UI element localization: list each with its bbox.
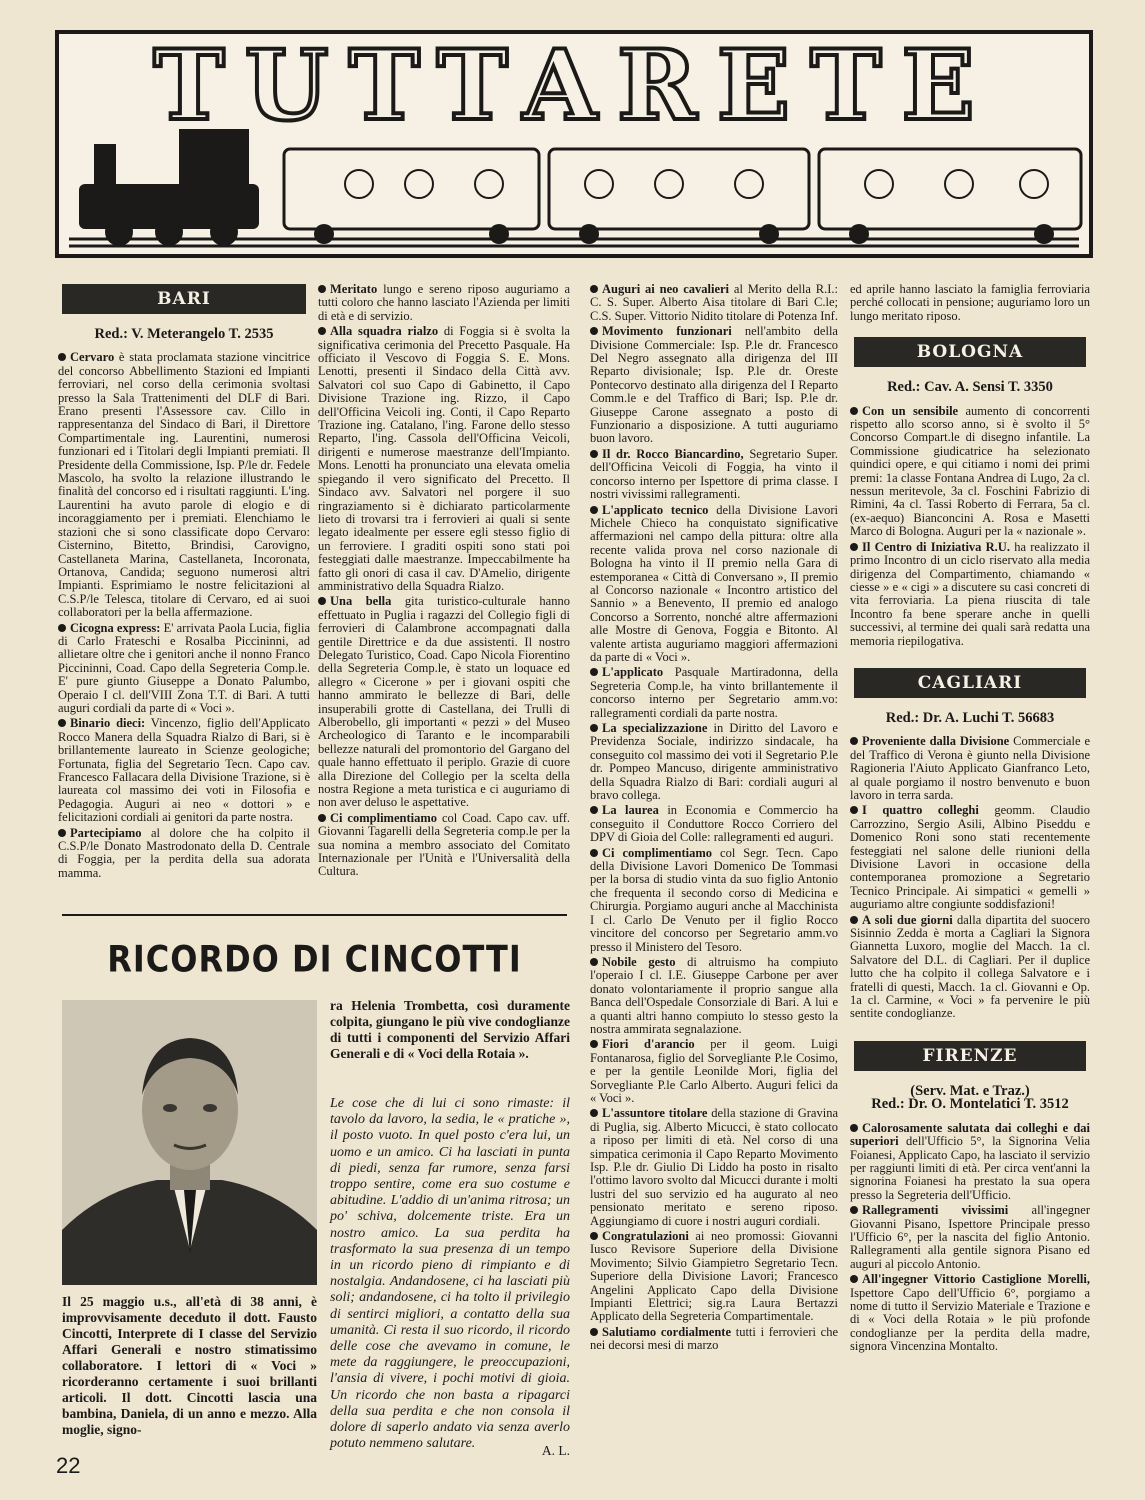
section-divider	[62, 914, 567, 916]
article: Salutiamo cordialmente tutti i ferrovieri che nei decorsi mesi di marzo	[590, 1324, 838, 1353]
article: Cicogna express: E' arrivata Paola Lucia, figlia di Carlo Frateschi e Rosalba Piccininni, ad allietare oltre che i genitori anche il nonno Franco Piccininni, Coad. Capo della Segreteria Comp.le. E' pure giunto Giuseppe a Donato Palumbo, Operaio I cl. dell'VIII Zona T.T. di Bari. A tutti auguri cordiali da parte di « Voci ».	[58, 620, 310, 715]
bullet-icon	[850, 1275, 858, 1283]
article: Auguri ai neo cavalieri al Merito della R.I.: C. S. Super. Alberto Aisa titolare di Bari C.le; C.S. Super. Vittorio Nidito titolare di Potenza Inf.	[590, 283, 838, 323]
section-heading-bologna: BOLOGNA	[854, 337, 1086, 367]
article: Il Centro di Iniziativa R.U. ha realizzato il primo Incontro di un ciclo riservato alla media dirigenza del Compartimento, chiamando « ciesse » e « cigi » a discutere su casi concreti di vita ferroviaria. La piena riuscita di tale Incontro fa bene sperare anche in quelli successivi, al termine dei quali sarà redatta una memoria riepilogativa.	[850, 539, 1090, 648]
section-heading-cagliari: CAGLIARI	[854, 668, 1086, 698]
column-1	[58, 284, 310, 896]
bullet-icon	[58, 719, 66, 727]
portrait-icon	[62, 1000, 317, 1285]
page-number: 22	[56, 1453, 81, 1478]
bullet-icon	[590, 1328, 598, 1336]
redazione-cagliari: Red.: Dr. A. Luchi T. 56683	[885, 709, 1055, 726]
article: I quattro colleghi geomm. Claudio Carrozzino, Sergio Asili, Albino Piseddu e Domenico Roni sono stati recentemente festeggiati nel salone delle riunioni della Divisione Lavori in occasione della contemporanea promozione a Segretario Tecnico Principale. Ai simpatici « gemelli » auguriamo altre congiunte soddisfazioni!	[850, 803, 1090, 912]
column-3	[590, 283, 838, 1453]
article: Rallegramenti vivissimi all'ingegner Giovanni Pisano, Ispettore Principale presso l'Ufficio 6°, per la nascita del figlio Antonio. Rallegramenti alla gentile signora Pisano ed auguri al piccolo Antonio.	[850, 1203, 1090, 1271]
portrait-photo	[62, 1000, 317, 1285]
bullet-icon	[590, 668, 598, 676]
article: Movimento funzionari nell'ambito della Divisione Commerciale: Isp. P.le dr. Francesco Del Negro assegnato alla dirigenza del III Reparto divisionale; Isp. P.le dr. Oreste Pontecorvo destinato alla dirigenza del I Reparto Comm.le e del Traffico di Bari; Isp. P.le dr. Giuseppe Carone assegnato a posto di Funzionario a disposizione. A tutti auguriamo buon lavoro.	[590, 324, 838, 446]
bullet-icon	[318, 597, 326, 605]
ricordo-condolences: ra Helenia Trombetta, così duramente colpita, giungano le più vive condoglianze di tutti i componenti del Servizio Affari Generali e di « Voci della Rotaia ».	[330, 998, 570, 1061]
bullet-icon	[590, 1232, 598, 1240]
bullet-icon	[318, 285, 326, 293]
bullet-icon	[58, 829, 66, 837]
firenze-subheading: (Serv. Mat. e Traz.)	[910, 1082, 1030, 1099]
bullet-icon	[590, 450, 598, 458]
bullet-icon	[58, 624, 66, 632]
bullet-icon	[318, 327, 326, 335]
ricordo-title: RICORDO DI CINCOTTI	[107, 937, 522, 981]
masthead-title: TUTTARETE	[153, 30, 995, 142]
bullet-icon	[590, 724, 598, 732]
article: Alla squadra rialzo di Foggia si è svolta la significativa cerimonia del Precetto Pasquale. Ha officiato il Vescovo di Foggia S. E. Mons. Lenotti, presenti il Sindaco della Città avv. Salvatori col suo Capo di Gabinetto, il Capo Divisione Trazione ing. Rizzo, il Capo dell'Officina Veicoli ing. Conti, il Capo Reparto Trazione ing. Catalano, l'ing. Farone dello stesso Reparto, l'ing. Cassola dell'Officina Veicoli, dirigenti e numerose maestranze dell'Impianto. Mons. Lenotti ha pronunciato una elevata omelia spiegando il vero significato del Precetto. Il Sindaco avv. Salvatori nel porgere il suo ringraziamento si è dichiarato particolarmente lieto di trovarsi tra i ferrovieri ai quali si sente legato idealmente per essere egli stesso figlio di un ferroviere. I graditi ospiti sono stati poi festeggiati dalle maestranze. Impeccabilmente ha fatto gli onori di casa il cav. D'Amelio, dirigente amministrativo della Squadra Rialzo.	[318, 324, 570, 593]
article-continuation: ed aprile hanno lasciato la famiglia ferroviaria perché collocati in pensione; auguriamo loro un lungo meritato riposo.	[850, 283, 1090, 323]
bullet-icon	[850, 737, 858, 745]
bullet-icon	[850, 916, 858, 924]
bullet-icon	[590, 327, 598, 335]
redazione-firenze: Red.: Dr. O. Montelatici T. 3512	[871, 1096, 1069, 1113]
bullet-icon	[590, 506, 598, 514]
article: Binario dieci: Vincenzo, figlio dell'Applicato Rocco Manera della Squadra Rialzo di Bari, si è brillantemente laureato in Scienze geologiche; Fortunata, figlia del Segretario Tecn. Capo cav. Francesco Fallacara della Divisione Trazione, si è laureata col massimo dei voti in Filosofia e Pedagogia. Auguri ai neo « dottori » e felicitazioni cordiali ai genitori da parte nostra.	[58, 716, 310, 825]
bullet-icon	[850, 1124, 858, 1132]
bullet-icon	[318, 814, 326, 822]
bullet-icon	[850, 1206, 858, 1214]
article: L'applicato tecnico della Divisione Lavori Michele Chieco ha conquistato significative affermazioni nel campo della pittura: oltre alla recente valida prova nel corso nazionale di Bologna ha vinto il II premio nella Gara di estemporanea « Città di Conversano », II premio al Concorso nazionale « Incontro artistico del Sannio » a Benevento, II premio ed analogo Concorso a Sorrento, nonché altre affermazioni alle Mostre di Genova, Foggia e Bitonto. Al valente artista auguriamo maggiori affermazioni da parte di « Voci ».	[590, 502, 838, 664]
bullet-icon	[590, 958, 598, 966]
masthead	[55, 30, 1093, 258]
article: Una bella gita turistico-culturale hanno effettuato in Puglia i ragazzi del Collegio figli di ferrovieri di Calambrone accompagnati dalla gentile Direttrice e da due assistenti. Il nostro Delegato Turistico, Coad. Capo Nicola Fiorentino della Segreteria Comp.le, è stato un loquace ed allegro « Cicerone » per i giovani ospiti che hanno ammirato le bellezze di Bari, delle insuperabili grotte di Castellana, dei Trulli di Alberobello, gli importanti « pezzi » del Museo Archeologico di Taranto e le incomparabili bellezze naturali del promontorio del Gargano del quale hanno effettuato il periplo. Grazie di cuore alla Direzione del Collegio per la scelta della nostra Regione a meta turistica e ci auguriamo di non aver deluso le aspettative.	[318, 594, 570, 810]
redazione-bari: Red.: V. Meterangelo T. 2535	[94, 326, 274, 342]
bullet-icon	[850, 806, 858, 814]
bullet-icon	[590, 285, 598, 293]
article: Con un sensibile aumento di concorrenti rispetto allo scorso anno, si è svolto il 5° Concorso Compart.le di disegno infantile. La Commissione giudicatrice ha selezionato quindici opere, e qui citiamo i nomi dei primi premi: 1a classe Fontana Andrea di Lugo, 2a cl. nessun meritevole, 3a cl. Foschini Fabrizio di Rimini, 4a cl. Tassi Roberto di Ferrara, 5a cl. (ex-aequo) Bianconcini A. Rosa e Masetti Marco di Bologna. Auguri per la « nazionale ».	[850, 403, 1090, 539]
article: L'assuntore titolare della stazione di Gravina di Puglia, sig. Alberto Micucci, è stato collocato a riposo per limiti di età. Nel corso di una simpatica cerimonia il Capo Reparto Movimento Isp. P.le dr. Giulio Di Liddo ha posto in risalto l'ottimo lavoro svolto dal Micucci durante i molti lustri del suo servizio ed ha augurato al neo pensionato meritato e sereno riposo. Aggiungiamo di cuore i nostri auguri cordiali.	[590, 1106, 838, 1228]
bullet-icon	[850, 407, 858, 415]
article: Congratulazioni ai neo promossi: Giovanni Iusco Revisore Superiore della Divisione Movimento; Silvio Giampietro Segretario Tecn. Superiore della Divisione Lavori; Francesco Angelini Applicato Capo della Divisione Impianti Elettrici; sig.ra Laura Bertazzi Applicato della Segreteria Compartimentale.	[590, 1229, 838, 1324]
ricordo-signature: A. L.	[541, 1443, 570, 1458]
bullet-icon	[590, 1109, 598, 1117]
article: Calorosamente salutata dai colleghi e dai superiori dell'Ufficio 5°, la Signorina Velia Foianesi, Applicato Capo, ha lasciato il servizio per raggiunti limiti di età. Per circa vent'anni la signorina Foianesi ha prestato la sua opera presso la Segreteria dell'Ufficio.	[850, 1120, 1090, 1202]
section-heading-firenze: FIRENZE	[854, 1041, 1086, 1071]
bullet-icon	[590, 806, 598, 814]
ricordo-caption: Il 25 maggio u.s., all'età di 38 anni, è improvvisamente deceduto il dott. Fausto Cincotti, Interprete di I classe del Servizio Affari Generali e nostro stimatissimo collaboratore. I lettori di « Voci » ricorderanno certamente i suoi brillanti articoli. Il dott. Cincotti lascia una bambina, Daniela, di un anno e mezzo. Alla moglie, signo-	[62, 1294, 317, 1437]
article: Ci complimentiamo col Segr. Tecn. Capo della Divisione Lavori Domenico De Tommasi per la borsa di studio vinta da suo figlio Antonio che frequenta il secondo corso di Medicina e Chirurgia. Porgiamo auguri anche al Macchinista I cl. Carlo De Venuto per il figlio Rocco vincitore del concorso per Segretario amm.vo presso il Ministero del Tesoro.	[590, 845, 838, 954]
column-4	[850, 283, 1090, 1453]
bullet-icon	[590, 849, 598, 857]
bullet-icon	[850, 543, 858, 551]
ricordo-tribute: Le cose che di lui ci sono rimaste: il tavolo da lavoro, la sedia, le « pratiche », il posto vuoto. In quel posto c'era lui, un uomo e un amico. Ci ha lasciati in punta di piedi, senza far rumore, senza farsi troppo sentire, come era suo costume e abitudine. L'addio di un'anima ritrosa; un po' schiva, dolcemente triste. Era un nostro amico. La sua perdita ha trasformato la sua presenza di un tempo in un ricordo pieno di rimpianto e di nostalgia. Andandosene, ci ha lasciati più soli; andandosene, ci ha tolto il privilegio di sentirci migliori, a contatto della sua umanità. Ci resta il suo ricordo, il ricordo delle cose che avevamo in comune, le mete da raggiungere, le preoccupazioni, l'ansia di vivere, i pochi motivi di gioia. Un ricordo che non basta a ripagarci della sua perdita e che non consola il dolore di saperlo andato via senza averlo potuto nemmeno salutare.	[330, 1096, 570, 1452]
section-heading-bari: BARI	[62, 284, 306, 314]
article: Meritato lungo e sereno riposo auguriamo a tutti coloro che hanno lasciato l'Azienda per limiti di età e di servizio.	[318, 283, 570, 323]
article: Partecipiamo al dolore che ha colpito il C.S.P/le Donato Mastrodonato della D. Centrale di Foggia, per la perdita della sua adorata mamma.	[58, 825, 310, 880]
article: La laurea in Economia e Commercio ha conseguito il Conduttore Rocco Corriero del DPV di Gioia del Colle: rallegramenti ed auguri.	[590, 803, 838, 845]
bullet-icon	[58, 353, 66, 361]
article: Proveniente dalla Divisione Commerciale e del Traffico di Verona è giunto nella Divisione Ragioneria l'Aiuto Applicato Gianfranco Leto, al quale porgiamo il nostro benvenuto e buon lavoro in terra sarda.	[850, 734, 1090, 802]
article: La specializzazione in Diritto del Lavoro e Previdenza Sociale, indirizzo sindacale, ha conseguito col massimo dei voti il Segretario P.le dr. Pompeo Mancuso, dirigente amministrativo della Squadra Rialzo di Bari: cordiali auguri al bravo collega.	[590, 721, 838, 803]
column-2	[318, 283, 570, 895]
article: Ci complimentiamo col Coad. Capo cav. uff. Giovanni Tagarelli della Segreteria comp.le per la sua nomina a membro associato del Comitato Internazionale per l'Unità e l'Universalità della Cultura.	[318, 810, 570, 879]
article: Cervaro è stata proclamata stazione vincitrice del concorso Abbellimento Stazioni ed Impianti ferroviari, nel corso della cerimonia svoltasi presso la Sala Trattenimenti del DLF di Bari. Erano presenti l'Assessore cav. Cillo in rappresentanza del Sindaco di Bari, il Direttore Compartimentale ing. Laurentini, numerosi funzionari ed i Titolari degli Impianti premiati. Il Presidente della Commissione, Isp. P/le dr. Fedele Mascolo, ha svolto la relazione illustrando le finalità del concorso ed i risultati raggiunti. L'ing. Laurentini ha avuto parole di elogio e di incoraggiamento per i premiati. Elenchiamo le stazioni che si sono classificate dopo Cervaro: Cisternino, Bitetto, Brindisi, Carovigno, Castellaneta Marina, Castellaneta, Incoronata, Ortanova, Candida; seguono numerosi altri Impianti. Esprimiamo le nostre felicitazioni al C.S.P/le Telesca, titolare di Cervaro, ed ai suoi collaboratori per la bella affermazione.	[58, 350, 310, 620]
article: Il dr. Rocco Biancardino, Segretario Super. dell'Officina Veicoli di Foggia, ha vinto il concorso interno per Ispettore di prima classe. I nostri vivissimi rallegramenti.	[590, 446, 838, 502]
article: Fiori d'arancio per il geom. Luigi Fontanarosa, figlio del Sorvegliante P.le Cosimo, e per la gentile Leonilde Mori, figlia del Sorvegliante P.le Carlo Alberto. Auguri felici da « Voci ».	[590, 1037, 838, 1105]
article: A soli due giorni dalla dipartita del suocero Sisinnio Zedda è morta a Cagliari la Signora Giannetta Luxoro, moglie del Macch. 1a cl. Salvatore del D.L. di Cagliari. Per il duplice lutto che ha colpito il collega Salvatore e i fratelli di questi, Macch. 1a cl. Giovanni e Op. 1a cl. Carmine, « Voci » fa pervenire le più sentite condoglianze.	[850, 912, 1090, 1021]
bullet-icon	[590, 1040, 598, 1048]
article: All'ingegner Vittorio Castiglione Morelli, Ispettore Capo dell'Ufficio 6°, porgiamo a nome di tutto il Servizio Materiale e Trazione e di « Voci della Rotaia » le più profonde condoglianze per la perdita della madre, signora Vincenzina Montalto.	[850, 1272, 1090, 1354]
redazione-bologna: Red.: Cav. A. Sensi T. 3350	[887, 379, 1053, 396]
article: L'applicato Pasquale Martiradonna, della Segreteria Comp.le, ha vinto brillantemente il concorso interno per Segretario amm.vo: rallegramenti cordiali da parte nostra.	[590, 665, 838, 720]
article: Nobile gesto di altruismo ha compiuto l'operaio I cl. I.E. Giuseppe Carbone per aver donato volontariamente il proprio sangue alla Banca dell'Ospedale Consorziale di Bari. A lui e a quanti altri hanno compiuto lo stesso gesto la nostra ammirata segnalazione.	[590, 954, 838, 1036]
